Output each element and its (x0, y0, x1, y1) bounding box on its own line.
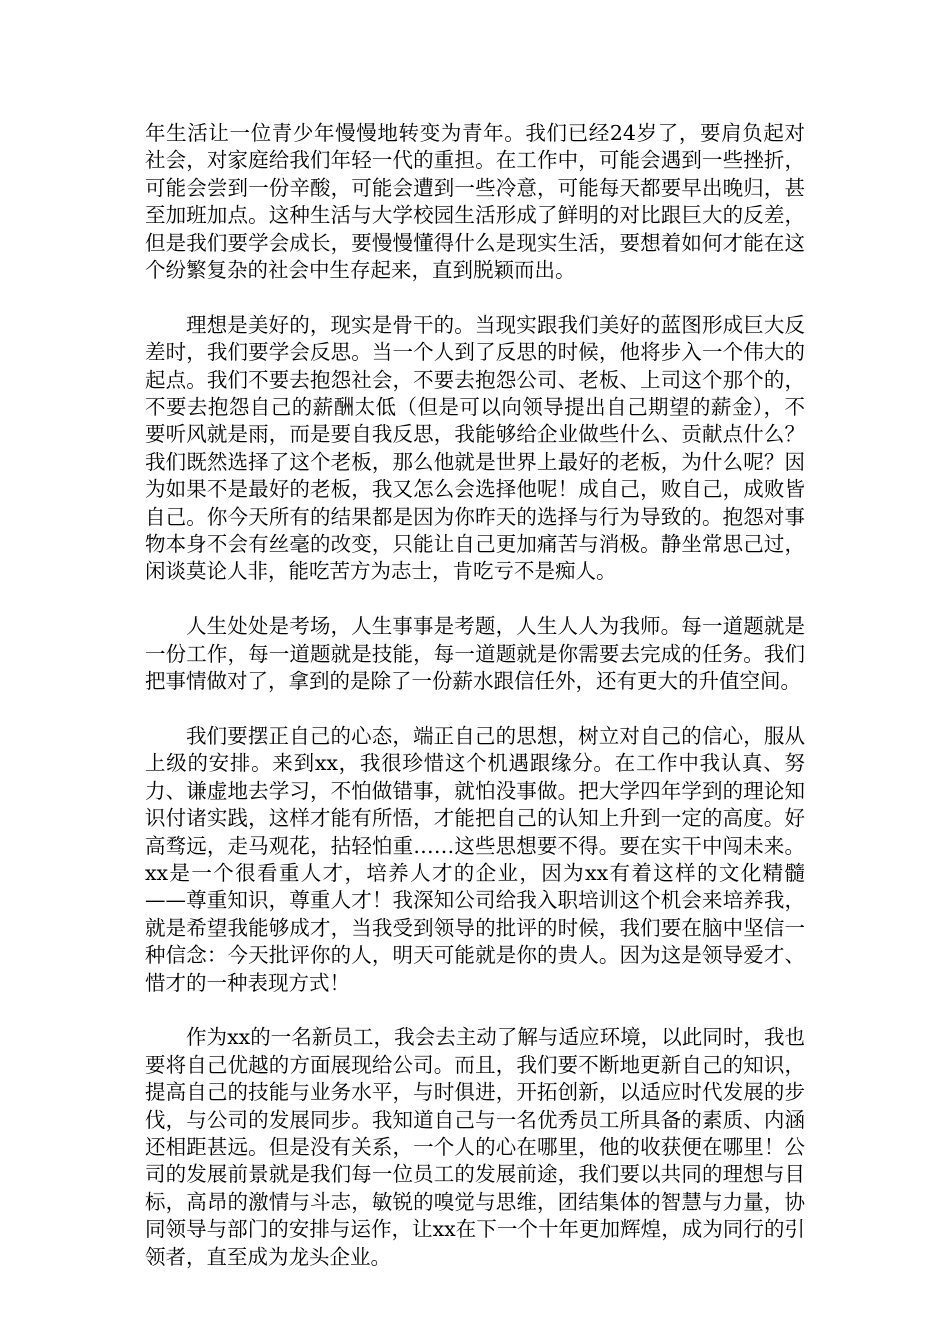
paragraph-2: 理想是美好的，现实是骨干的。当现实跟我们美好的蓝图形成巨大反差时，我们要学会反思。当一个人到了反思的时候，他将步入一个伟大的起点。我们不要去抱怨社会，不要去抱怨公司、老板、上司这个那个的，不要去抱怨自己的薪酬太低（但是可以向领导提出自己期望的薪金），不要听风就是雨，而是要自我反思，我能够给企业做些什么、贡献点什么？我们既然选择了这个老板，那么他就是世界上最好的老板，为什么呢？因为如果不是最好的老板，我又怎么会选择他呢！成自己，败自己，成败皆自己。你今天所有的结果都是因为你昨天的选择与行为导致的。抱怨对事物本身不会有丝毫的改变，只能让自己更加痛苦与消极。静坐常思己过，闲谈莫论人非，能吃苦方为志士，肯吃亏不是痴人。 (145, 312, 805, 584)
paragraph-3: 人生处处是考场，人生事事是考题，人生人人为我师。每一道题就是一份工作，每一道题就是技能，每一道题就是你需要去完成的任务。我们把事情做对了，拿到的是除了一份薪水跟信任外，还有更大的升值空间。 (145, 614, 805, 694)
paragraph-1: 年生活让一位青少年慢慢地转变为青年。我们已经24岁了，要肩负起对社会，对家庭给我们年轻一代的重担。在工作中，可能会遇到一些挫折，可能会尝到一份辛酸，可能会遭到一些冷意，可能每天都要早出晚归，甚至加班加点。这种生活与大学校园生活形成了鲜明的对比跟巨大的反差，但是我们要学会成长，要慢慢懂得什么是现实生活，要想着如何才能在这个纷繁复杂的社会中生存起来，直到脱颖而出。 (145, 121, 805, 283)
document-body (145, 120, 805, 1298)
paragraph-4: 我们要摆正自己的心态，端正自己的思想，树立对自己的信心，服从上级的安排。来到xx，我很珍惜这个机遇跟缘分。在工作中我认真、努力、谦虚地去学习，不怕做错事，就怕没事做。把大学四年学到的理论知识付诸实践，这样才能有所悟，才能把自己的认知上升到一定的高度。好高骛远，走马观花，拈轻怕重……这些思想要不得。要在实干中闯未来。xx是一个很看重人才，培养人才的企业，因为xx有着这样的文化精髓——尊重知识，尊重人才！我深知公司给我入职培训这个机会来培养我，就是希望我能够成才，当我受到领导的批评的时候，我们要在脑中坚信一种信念：今天批评你的人，明天可能就是你的贵人。因为这是领导爱才、惜才的一种表现方式！ (145, 723, 805, 995)
paragraph-5: 作为xx的一名新员工，我会去主动了解与适应环境，以此同时，我也要将自己优越的方面展现给公司。而且，我们要不断地更新自己的知识，提高自己的技能与业务水平，与时俱进，开拓创新，以适应时代发展的步伐，与公司的发展同步。我知道自己与一名优秀员工所具备的素质、内涵还相距甚远。但是没有关系，一个人的心在哪里，他的收获便在哪里！公司的发展前景就是我们每一位员工的发展前途，我们要以共同的理想与目标，高昂的激情与斗志，敏锐的嗅觉与思维，团结集体的智慧与力量，协同领导与部门的安排与运作，让xx在下一个十年更加辉煌，成为同行的引领者，直至成为龙头企业。 (145, 1025, 805, 1269)
